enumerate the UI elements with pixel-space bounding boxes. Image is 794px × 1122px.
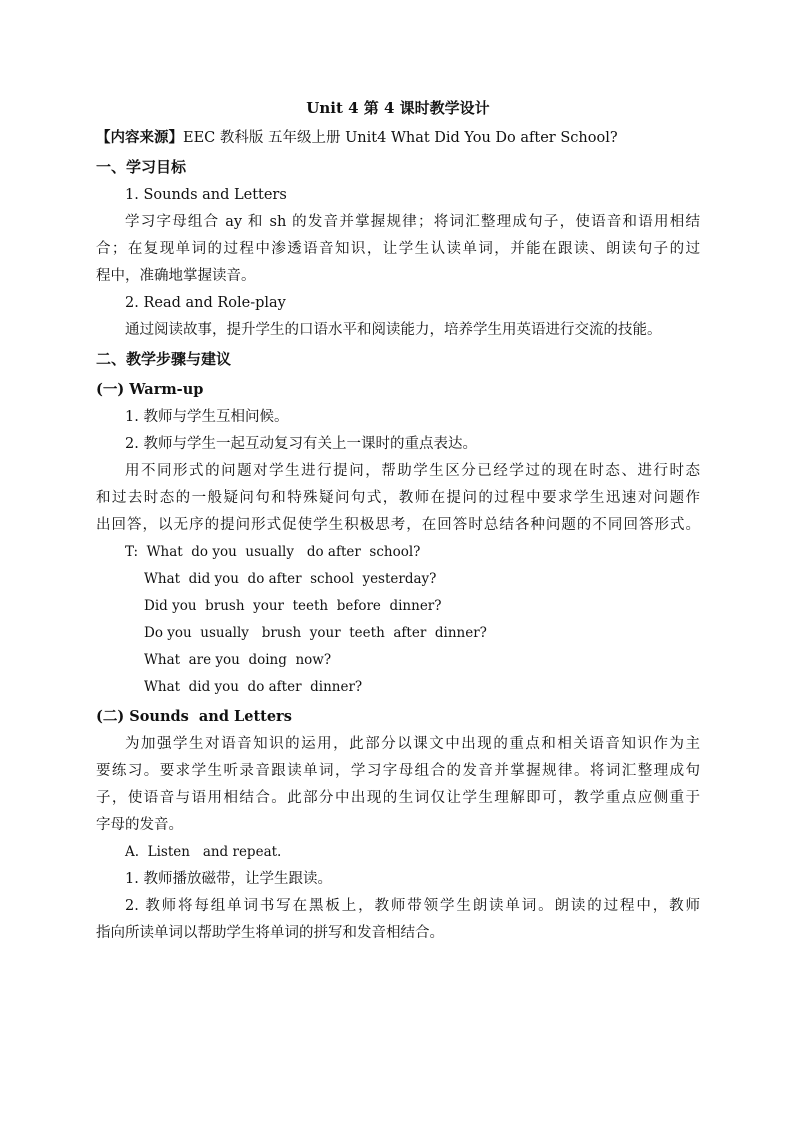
warmup-para-line-1: 用不同形式的问题对学生进行提问，帮助学生区分已经学过的现在时态、进行时态	[125, 463, 700, 479]
content-source-text: EEC 教科版 五年级上册 Unit4 What Did You Do after School?	[183, 130, 618, 146]
content-source	[96, 124, 700, 152]
warmup-question-4: Do you usually brush your teeth after dinner?	[144, 625, 487, 641]
warmup-question-6: What did you do after dinner?	[144, 679, 363, 695]
objective-1-line-1: 学习字母组合 ay 和 sh 的发音并掌握规律；将词汇整理成句子，使语音和语用相结	[125, 214, 700, 230]
objective-1-line-2: 合；在复现单词的过程中渗透语音知识，让学生认读单词，并能在跟读、朗读句子的过	[96, 241, 700, 257]
objective-1-line-3: 程中，准确地掌握读音。	[96, 268, 256, 284]
sounds-para-line-2: 要练习。要求学生听录音跟读单词，学习字母组合的发音并掌握规律。将词汇整理成句	[96, 763, 700, 779]
warmup-question-2: What did you do after school yesterday?	[144, 571, 437, 587]
warmup-para-line-2: 和过去时态的一般疑问句和特殊疑问句式，教师在提问的过程中要求学生迅速对问题作	[96, 490, 700, 506]
document-title: Unit 4 第 4 课时教学设计	[306, 99, 490, 117]
sounds-step-2-line-1: 2. 教师将每组单词书写在黑板上，教师带领学生朗读单词。朗读的过程中，教师	[125, 898, 700, 914]
warmup-para-line-3: 出回答，以无序的提问形式促使学生积极思考，在回答时总结各种问题的不同回答形式。	[96, 517, 700, 533]
warmup-question-5: What are you doing now?	[144, 652, 332, 668]
section-heading-steps: 二、教学步骤与建议	[96, 350, 232, 368]
warmup-question-3: Did you brush your teeth before dinner?	[144, 598, 442, 614]
content-source-label: 【内容来源】	[96, 129, 183, 146]
section-heading-objectives: 一、学习目标	[96, 158, 187, 176]
subsection-heading-sounds: (二) Sounds and Letters	[96, 708, 292, 725]
sounds-para-line-4: 字母的发音。	[96, 817, 183, 833]
warmup-question-1: T: What do you usually do after school?	[125, 544, 421, 560]
objective-2-title: 2. Read and Role-play	[125, 295, 286, 311]
subsection-heading-warmup: (一) Warm-up	[96, 381, 204, 398]
sounds-para-line-1: 为加强学生对语音知识的运用，此部分以课文中出现的重点和相关语音知识作为主	[125, 736, 700, 752]
sounds-para-line-3: 子，使语音与语用相结合。此部分中出现的生词仅让学生理解即可，教学重点应侧重于	[96, 790, 700, 806]
warmup-step-2: 2. 教师与学生一起互动复习有关上一课时的重点表达。	[125, 436, 477, 452]
sounds-activity-a: A. Listen and repeat.	[125, 844, 282, 860]
sounds-step-2-line-2: 指向所读单词以帮助学生将单词的拼写和发音相结合。	[96, 925, 444, 941]
warmup-step-1: 1. 教师与学生互相问候。	[125, 409, 289, 425]
sounds-step-1: 1. 教师播放磁带，让学生跟读。	[125, 871, 332, 887]
objective-2-line: 通过阅读故事，提升学生的口语水平和阅读能力，培养学生用英语进行交流的技能。	[125, 322, 662, 338]
objective-1-title: 1. Sounds and Letters	[125, 187, 287, 203]
